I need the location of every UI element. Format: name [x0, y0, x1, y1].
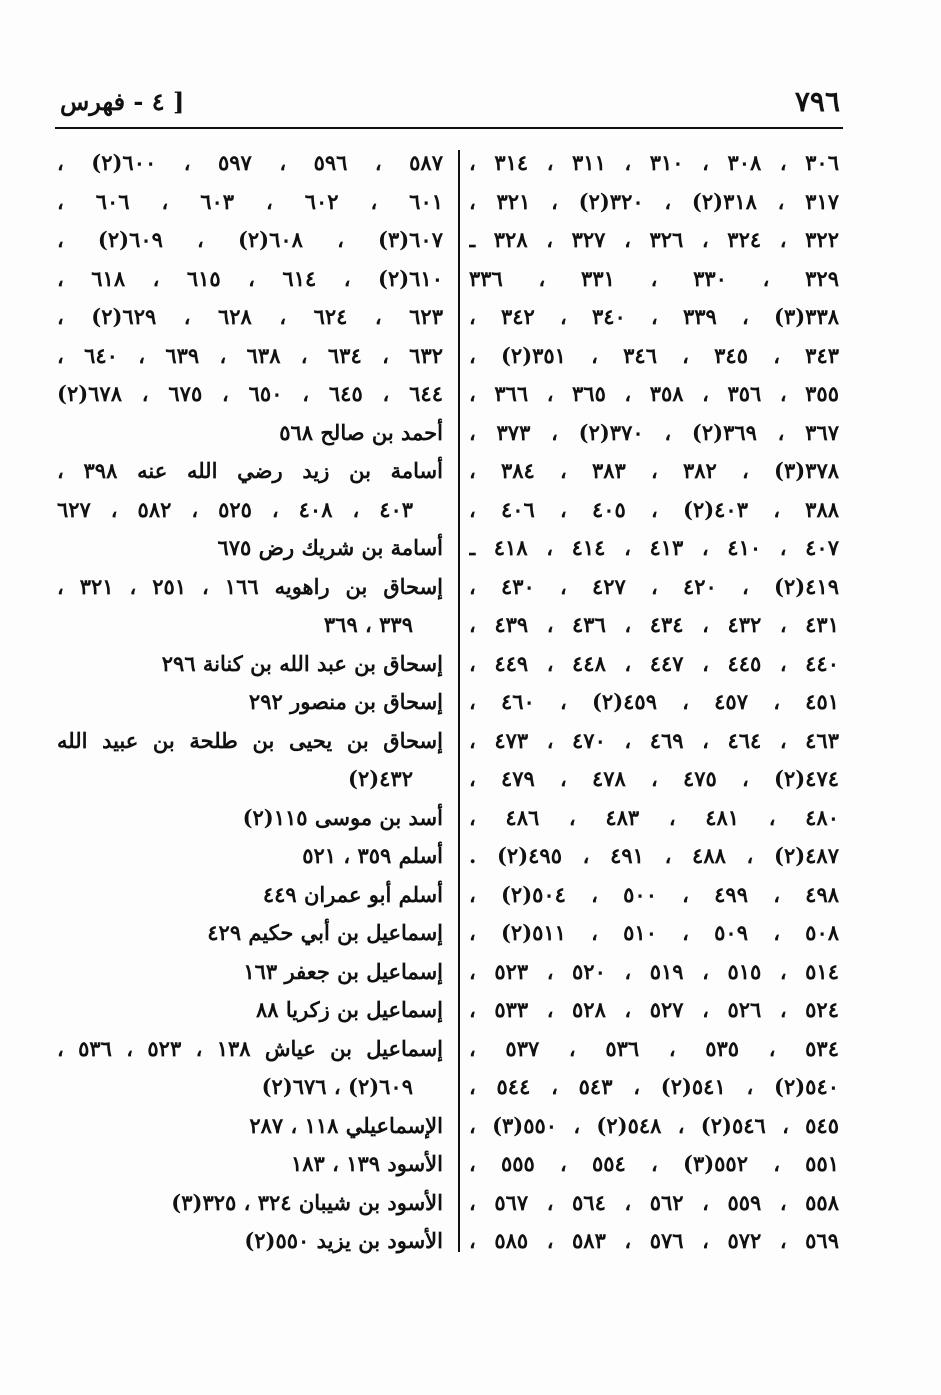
index-entry: أسامة بن شريك رض ٦٧٥	[217, 535, 443, 560]
index-line: ٣٠٦ ، ٣٠٨ ، ٣١٠ ، ٣١١ ، ٣١٤ ،	[469, 150, 839, 175]
index-column-right	[469, 144, 839, 1261]
index-entry: الأسود ١٣٩ ، ١٨٣	[290, 1151, 443, 1176]
index-line: ٤٤٠ ، ٤٤٥ ، ٤٤٧ ، ٤٤٨ ، ٤٤٩ ،	[469, 650, 839, 676]
index-line: ٣٢٩ ، ٣٣٠ ، ٣٣١ ، ٣٣٦	[469, 265, 839, 291]
index-line: ٣٧٨(٣) ، ٣٨٢ ، ٣٨٣ ، ٣٨٤ ،	[469, 458, 839, 483]
index-line: ٥١٤ ، ٥١٥ ، ٥١٩ ، ٥٢٠ ، ٥٢٣ ،	[469, 958, 839, 984]
index-line: ٥٣٤ ، ٥٣٥ ، ٥٣٦ ، ٥٣٧ ،	[469, 1035, 839, 1061]
index-line: ٣٥٥ ، ٣٥٦ ، ٣٥٨ ، ٣٦٥ ، ٣٦٦ ،	[469, 381, 839, 406]
index-entry: إسحاق بن راهويه ١٦٦ ، ٢٥١ ، ٣٢١ ،	[57, 573, 443, 599]
index-line: ٣٢٢ ، ٣٢٤ ، ٣٢٦ ، ٣٢٧ ، ٣٢٨ ـ	[469, 227, 839, 252]
index-line: ٣٦٧ ، ٣٦٩(٢) ، ٣٧٠(٢) ، ٣٧٣ ،	[469, 419, 839, 445]
section-title: [ ٤ - فهرس	[60, 87, 185, 116]
index-entry: إسحاق بن منصور ٢٩٢	[248, 689, 443, 714]
index-line: ٤٨٠ ، ٤٨١ ، ٤٨٣ ، ٤٨٦ ،	[469, 804, 839, 830]
index-line: ٥٥١ ، ٥٥٢(٣) ، ٥٥٤ ، ٥٥٥ ،	[469, 1151, 839, 1176]
index-line: ٥٥٨ ، ٥٥٩ ، ٥٦٢ ، ٥٦٤ ، ٥٦٧ ،	[469, 1189, 839, 1215]
index-line: ٤٨٧(٢) ، ٤٨٨ ، ٤٩١ ، ٤٩٥(٢) .	[469, 843, 839, 868]
index-line: ٣٨٨ ، ٤٠٣(٢) ، ٤٠٥ ، ٤٠٦ ،	[469, 496, 839, 522]
index-entry: الإسماعيلي ١١٨ ، ٢٨٧	[249, 1112, 443, 1138]
page-header	[60, 82, 840, 122]
index-entry: إسماعيل بن جعفر ١٦٣	[243, 958, 443, 984]
index-line: ٣٣٨(٣) ، ٣٣٩ ، ٣٤٠ ، ٣٤٢ ،	[469, 304, 839, 329]
index-entry: أسد بن موسى ١١٥(٢)	[242, 804, 443, 830]
index-entry: أسامة بن زيد رضي الله عنه ٣٩٨ ،	[57, 458, 443, 483]
column-divider	[458, 150, 460, 1252]
index-line: ٣٤٣ ، ٣٤٥ ، ٣٤٦ ، ٣٥١(٢) ،	[469, 342, 839, 368]
index-line: ٤٣١ ، ٤٣٢ ، ٤٣٤ ، ٤٣٦ ، ٤٣٩ ،	[469, 612, 839, 637]
index-entry: أسلم أبو عمران ٤٤٩	[262, 881, 443, 907]
index-line: ٣١٧ ، ٣١٨(٢) ، ٣٢٠(٢) ، ٣٢١ ،	[469, 188, 839, 214]
index-line: ٦٢٣ ، ٦٢٤ ، ٦٢٨ ، ٦٢٩(٢) ،	[57, 304, 443, 329]
index-line: ٥٤٥ ، ٥٤٦(٢) ، ٥٤٨(٢) ، ٥٥٠(٣) ،	[469, 1112, 839, 1138]
index-entry: الأسود بن يزيد ٥٥٠(٢)	[244, 1228, 443, 1253]
index-entry: الأسود بن شيبان ٣٢٤ ، ٣٢٥(٣)	[171, 1189, 443, 1215]
index-line: ٥٨٧ ، ٥٩٦ ، ٥٩٧ ، ٦٠٠(٢) ،	[57, 150, 443, 175]
index-line: ٥٤٠(٢) ، ٥٤١(٢) ، ٥٤٣ ، ٥٤٤ ،	[469, 1074, 839, 1099]
index-line: ٤٠٧ ، ٤١٠ ، ٤١٣ ، ٤١٤ ، ٤١٨ ـ	[469, 535, 839, 560]
index-entry: أحمد بن صالح ٥٦٨	[279, 419, 443, 445]
index-line: ٤٥١ ، ٤٥٧ ، ٤٥٩(٢) ، ٤٦٠ ،	[469, 689, 839, 714]
index-entry: إسحاق بن يحيى بن طلحة بن عبيد الله	[57, 727, 443, 753]
index-line: ٦٤٤ ، ٦٤٥ ، ٦٥٠ ، ٦٧٥ ، ٦٧٨(٢)	[57, 381, 443, 406]
index-entry-continuation: ٣٣٩ ، ٣٦٩	[323, 612, 413, 637]
index-entry-continuation: ٤٣٢(٢)	[348, 766, 413, 791]
index-entry: أسلم ٣٥٩ ، ٥٢١	[302, 843, 443, 868]
index-entry-continuation: ٤٠٣ ، ٤٠٨ ، ٥٢٥ ، ٥٨٢ ، ٦٢٧	[57, 496, 414, 522]
index-line: ٤٩٨ ، ٤٩٩ ، ٥٠٠ ، ٥٠٤(٢) ،	[469, 881, 839, 907]
index-line: ٤٦٣ ، ٤٦٤ ، ٤٦٩ ، ٤٧٠ ، ٤٧٣ ،	[469, 727, 839, 753]
page-number: ٧٩٦	[794, 85, 840, 118]
index-entry: إسحاق بن عبد الله بن كنانة ٢٩٦	[161, 650, 443, 676]
index-entry: إسماعيل بن أبي حكيم ٤٢٩	[207, 920, 443, 945]
index-line: ٤١٩(٢) ، ٤٢٠ ، ٤٢٧ ، ٤٣٠ ،	[469, 573, 839, 599]
index-column-left	[57, 144, 443, 1261]
index-line: ٥٢٤ ، ٥٢٦ ، ٥٢٧ ، ٥٢٨ ، ٥٣٣ ،	[469, 997, 839, 1022]
index-entry-continuation: ٦٠٩(٢) ، ٦٧٦(٢)	[261, 1074, 413, 1099]
index-line: ٦٠٧(٣) ، ٦٠٨(٢) ، ٦٠٩(٢) ،	[57, 227, 443, 252]
index-entry: إسماعيل بن زكريا ٨٨	[255, 997, 443, 1022]
index-line: ٥٠٨ ، ٥٠٩ ، ٥١٠ ، ٥١١(٢) ،	[469, 920, 839, 945]
index-line: ٦٣٢ ، ٦٣٤ ، ٦٣٨ ، ٦٣٩ ، ٦٤٠ ،	[57, 342, 443, 368]
index-line: ٥٦٩ ، ٥٧٢ ، ٥٧٦ ، ٥٨٣ ، ٥٨٥ ،	[469, 1228, 839, 1253]
index-line: ٦١٠(٢) ، ٦١٤ ، ٦١٥ ، ٦١٨ ،	[57, 265, 443, 291]
header-rule	[55, 127, 843, 129]
index-entry: إسماعيل بن عياش ١٣٨ ، ٥٢٣ ، ٥٣٦ ،	[57, 1035, 443, 1061]
index-line: ٦٠١ ، ٦٠٢ ، ٦٠٣ ، ٦٠٦ ،	[57, 188, 443, 214]
index-line: ٤٧٤(٢) ، ٤٧٥ ، ٤٧٨ ، ٤٧٩ ،	[469, 766, 839, 791]
